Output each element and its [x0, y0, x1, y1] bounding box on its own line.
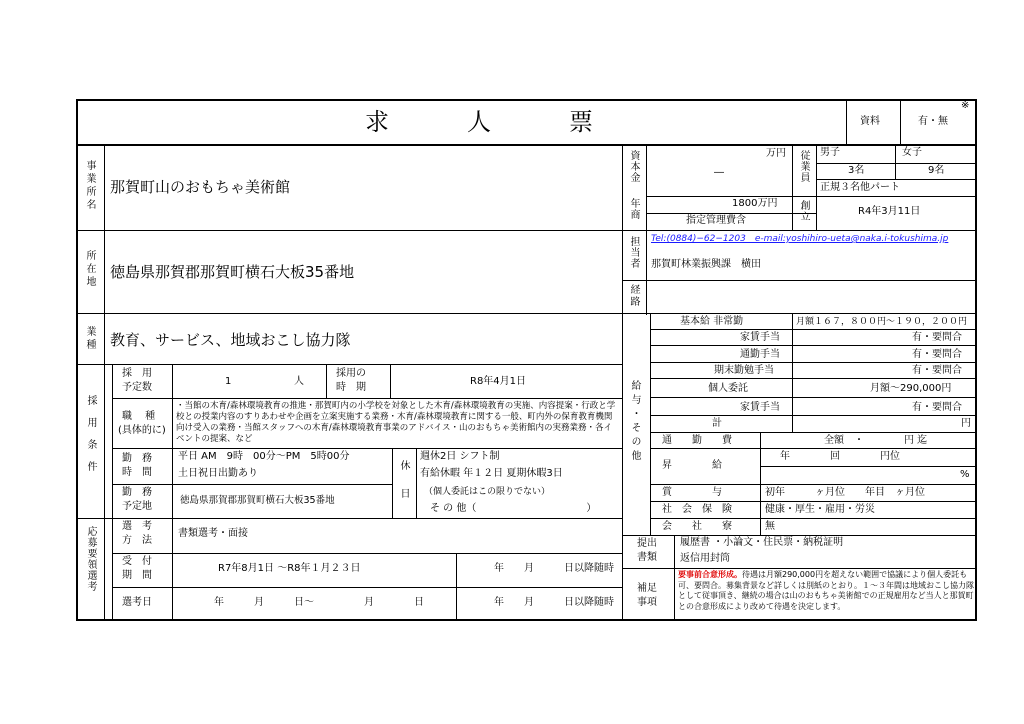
duty-label: (具体的に) — [118, 425, 166, 436]
divider — [622, 145, 623, 620]
duty-description: ・当館の木育/森林環境教育の推進・那賀町内の小学校を対象とした木育/森林環境教育の実施、内容提案・行政と学校との授業内容のすりあわせや企画を立案実施する業務・木育/森林環境教育に関する一般、町内外の保育教育機関向け受入の業務・当館スタッフへの木育/森林環境教育事業のアドバイス・山のおもちゃ美術館内の実務業務・各イベントの提案、など — [176, 401, 616, 444]
divider — [326, 364, 327, 399]
location-value: 徳島県那賀郡那賀町横石大板35番地 — [110, 263, 355, 281]
divider — [650, 518, 976, 519]
divider — [112, 448, 622, 449]
divider — [104, 145, 105, 365]
divider — [846, 100, 847, 145]
salary-row-name: 基本給 非常勤 — [680, 316, 744, 327]
commute-value: 全額 ・ 円 迄 — [824, 435, 928, 446]
divider — [895, 145, 896, 180]
holiday-line: （個人委託はこの限りでない） — [424, 487, 551, 497]
contact-label: 担当者 — [628, 236, 639, 269]
material-label: 資料 — [860, 116, 880, 127]
method-label: 方 法 — [122, 535, 152, 546]
date-label: 選考日 — [122, 597, 152, 608]
divider — [77, 313, 622, 314]
method-value: 書類選考・面接 — [178, 528, 248, 539]
divider — [77, 144, 976, 146]
divider — [816, 163, 976, 164]
note-mark: ※ — [961, 100, 970, 111]
salary-label: 給与・その他 — [629, 380, 640, 464]
divider — [172, 364, 173, 620]
material-value: 有・無 — [918, 116, 948, 127]
divider — [650, 345, 976, 346]
salary-row-value: 円 — [961, 418, 971, 429]
divider — [622, 280, 976, 281]
salary-row-name: 家賃手当 — [740, 402, 780, 413]
female-label: 女子 — [902, 147, 922, 158]
count-value: 1 — [225, 376, 232, 387]
hours-line: 平日 AM 9時 00分～PM 5時00分 — [178, 451, 350, 462]
capital-value: ― — [714, 167, 724, 178]
date-value: 年 月 日～ 月 日 — [214, 597, 424, 608]
employees-label: 従業員 — [798, 150, 809, 183]
hours-label: 勤 務 — [122, 453, 152, 464]
supplement-warning: 要事前合意形成。 — [678, 570, 742, 579]
divider — [622, 535, 976, 536]
divider — [760, 466, 976, 467]
holiday-line: そ の 他（ ） — [430, 503, 597, 514]
divider — [650, 313, 651, 535]
salary-row-value: 有・要問合 — [912, 332, 962, 343]
period-after: 年 月 日以降随時 — [494, 563, 614, 574]
divider — [112, 364, 113, 620]
bonus-value: 初年 ヶ月位 年目 ヶ月位 — [765, 487, 925, 498]
bonus-label: 賞 与 — [662, 487, 722, 498]
divider — [650, 378, 976, 379]
documents-label: 提出 — [637, 538, 657, 549]
holiday-line: 週休2日 シフト制 — [420, 451, 500, 462]
divider — [77, 230, 622, 231]
industry-label: 業種 — [84, 326, 95, 352]
divider — [646, 196, 976, 197]
place-value: 徳島県那賀郡那賀町横石大板35番地 — [180, 495, 335, 506]
sales-value: 1800万円 — [732, 198, 778, 209]
contact-tel-link[interactable]: Tel:(0884)−62−1203 e-mail:yoshihiro-ueta@naka.i-tokushima.jp — [651, 234, 949, 244]
divider — [416, 448, 417, 518]
insurance-value: 健康・厚生・雇用・労災 — [765, 504, 875, 515]
divider — [900, 100, 901, 145]
timing-value: R8年4月1日 — [470, 376, 527, 387]
count-unit: 人 — [294, 376, 304, 387]
divider — [792, 313, 793, 432]
hiring-label: 採用条件 — [85, 395, 96, 483]
divider — [650, 448, 976, 449]
divider — [674, 535, 675, 620]
salary-row-value: 有・要問合 — [912, 402, 962, 413]
salary-row-value: 有・要問合 — [912, 365, 962, 376]
raise-value: 年 回 円位 — [780, 451, 900, 462]
salary-row-value: 有・要問合 — [912, 349, 962, 360]
divider — [646, 213, 816, 214]
male-label: 男子 — [820, 147, 840, 158]
hours-label: 時 間 — [122, 467, 152, 478]
divider — [77, 518, 622, 519]
divider — [390, 364, 391, 399]
raise-label: 昇 給 — [662, 460, 722, 471]
location-label: 所在地 — [84, 250, 95, 289]
commute-label: 通 勤 費 — [662, 435, 732, 446]
divider — [112, 553, 622, 554]
documents-line: 履歴書 ・小論文・住民票・納税証明 — [680, 537, 844, 548]
divider — [650, 484, 976, 485]
form-title: 求 人 票 — [365, 108, 603, 136]
divider — [760, 432, 761, 535]
divider — [650, 397, 976, 398]
divider — [77, 364, 622, 365]
documents-line: 返信用封筒 — [680, 553, 730, 564]
divider — [112, 587, 622, 588]
contact-person: 那賀町林業振興課 横田 — [651, 259, 761, 270]
count-label: 予定数 — [122, 382, 152, 393]
salary-row-name: 計 — [712, 418, 722, 429]
capital-unit: 万円 — [766, 148, 786, 159]
divider — [650, 362, 976, 363]
industry-value: 教育、サービス、地域おこし協力隊 — [110, 331, 351, 349]
divider — [650, 329, 976, 330]
place-label: 予定地 — [122, 501, 152, 512]
divider — [650, 415, 976, 416]
founded-value: R4年3月11日 — [858, 206, 921, 217]
salary-row-name: 期末勤勉手当 — [714, 365, 774, 376]
divider — [650, 501, 976, 502]
place-label: 勤 務 — [122, 487, 152, 498]
count-label: 採 用 — [122, 368, 152, 379]
divider — [816, 179, 976, 180]
divider — [456, 553, 457, 620]
dorm-label: 会 社 寮 — [662, 521, 732, 532]
employees-detail: 正規３名他パート — [820, 182, 900, 193]
divider — [112, 398, 622, 399]
founded-label: 創立 — [798, 200, 809, 222]
divider — [622, 230, 976, 231]
female-count: 9名 — [928, 165, 945, 176]
divider — [622, 313, 976, 314]
divider — [622, 568, 976, 569]
divider — [650, 432, 976, 433]
duty-label: 職 種 — [122, 411, 156, 422]
timing-label: 採用の — [336, 368, 366, 379]
salary-row-name: 家賃手当 — [740, 332, 780, 343]
method-label: 選 考 — [122, 521, 152, 532]
salary-row-value: 月額１６７，８００円～１９０，２００円 — [796, 317, 968, 327]
divider — [104, 364, 105, 620]
insurance-label: 社 会 保 険 — [662, 504, 732, 515]
dorm-value: 無 — [765, 521, 775, 532]
office-name: 那賀町山のおもちゃ美術館 — [110, 178, 291, 196]
supplement-text — [678, 570, 974, 612]
supplement-label: 補足 — [637, 583, 657, 594]
divider — [646, 145, 647, 315]
hours-line: 土日祝日出勤あり — [178, 468, 258, 479]
supplement-label: 事項 — [637, 597, 657, 608]
divider — [112, 484, 392, 485]
route-label: 経路 — [628, 284, 639, 308]
sales-sub: 指定管理費含 — [686, 215, 746, 226]
date-after: 年 月 日以降随時 — [494, 597, 614, 608]
sales-label: 年商 — [628, 198, 639, 220]
male-count: 3名 — [848, 165, 865, 176]
salary-row-value: 月額～290,000円 — [870, 383, 952, 394]
period-value: R7年8月1日 ～R8年１月２３日 — [218, 563, 361, 574]
salary-row-name: 通勤手当 — [740, 349, 780, 360]
supplement-body: 待遇は月額290,000円を超えない範囲で協議により個人委託も可、要問合。募集背景など詳しくは別紙のとおり。１～３年間は地域おこし協力隊として従事頂き、継続の場合は山のおもちゃ美術館での正規雇用など当人と那賀町との合意形成により改めて待遇を決定します。 — [678, 570, 974, 611]
capital-label: 資本金 — [628, 150, 639, 183]
period-label: 受 付 — [122, 556, 152, 567]
holiday-label: 休日 — [398, 460, 409, 516]
holiday-line: 有給休暇 年１２日 夏期休暇3日 — [420, 468, 563, 479]
documents-label: 書類 — [637, 552, 657, 563]
divider — [816, 145, 817, 230]
timing-label: 時 期 — [336, 382, 366, 393]
office-label: 事業所名 — [84, 160, 95, 212]
divider — [792, 145, 793, 230]
period-label: 期 間 — [122, 570, 152, 581]
raise-percent: % — [960, 469, 970, 480]
salary-row-name: 個人委託 — [708, 383, 748, 394]
divider — [392, 448, 393, 518]
application-label: 応募要領選考 — [85, 526, 96, 592]
